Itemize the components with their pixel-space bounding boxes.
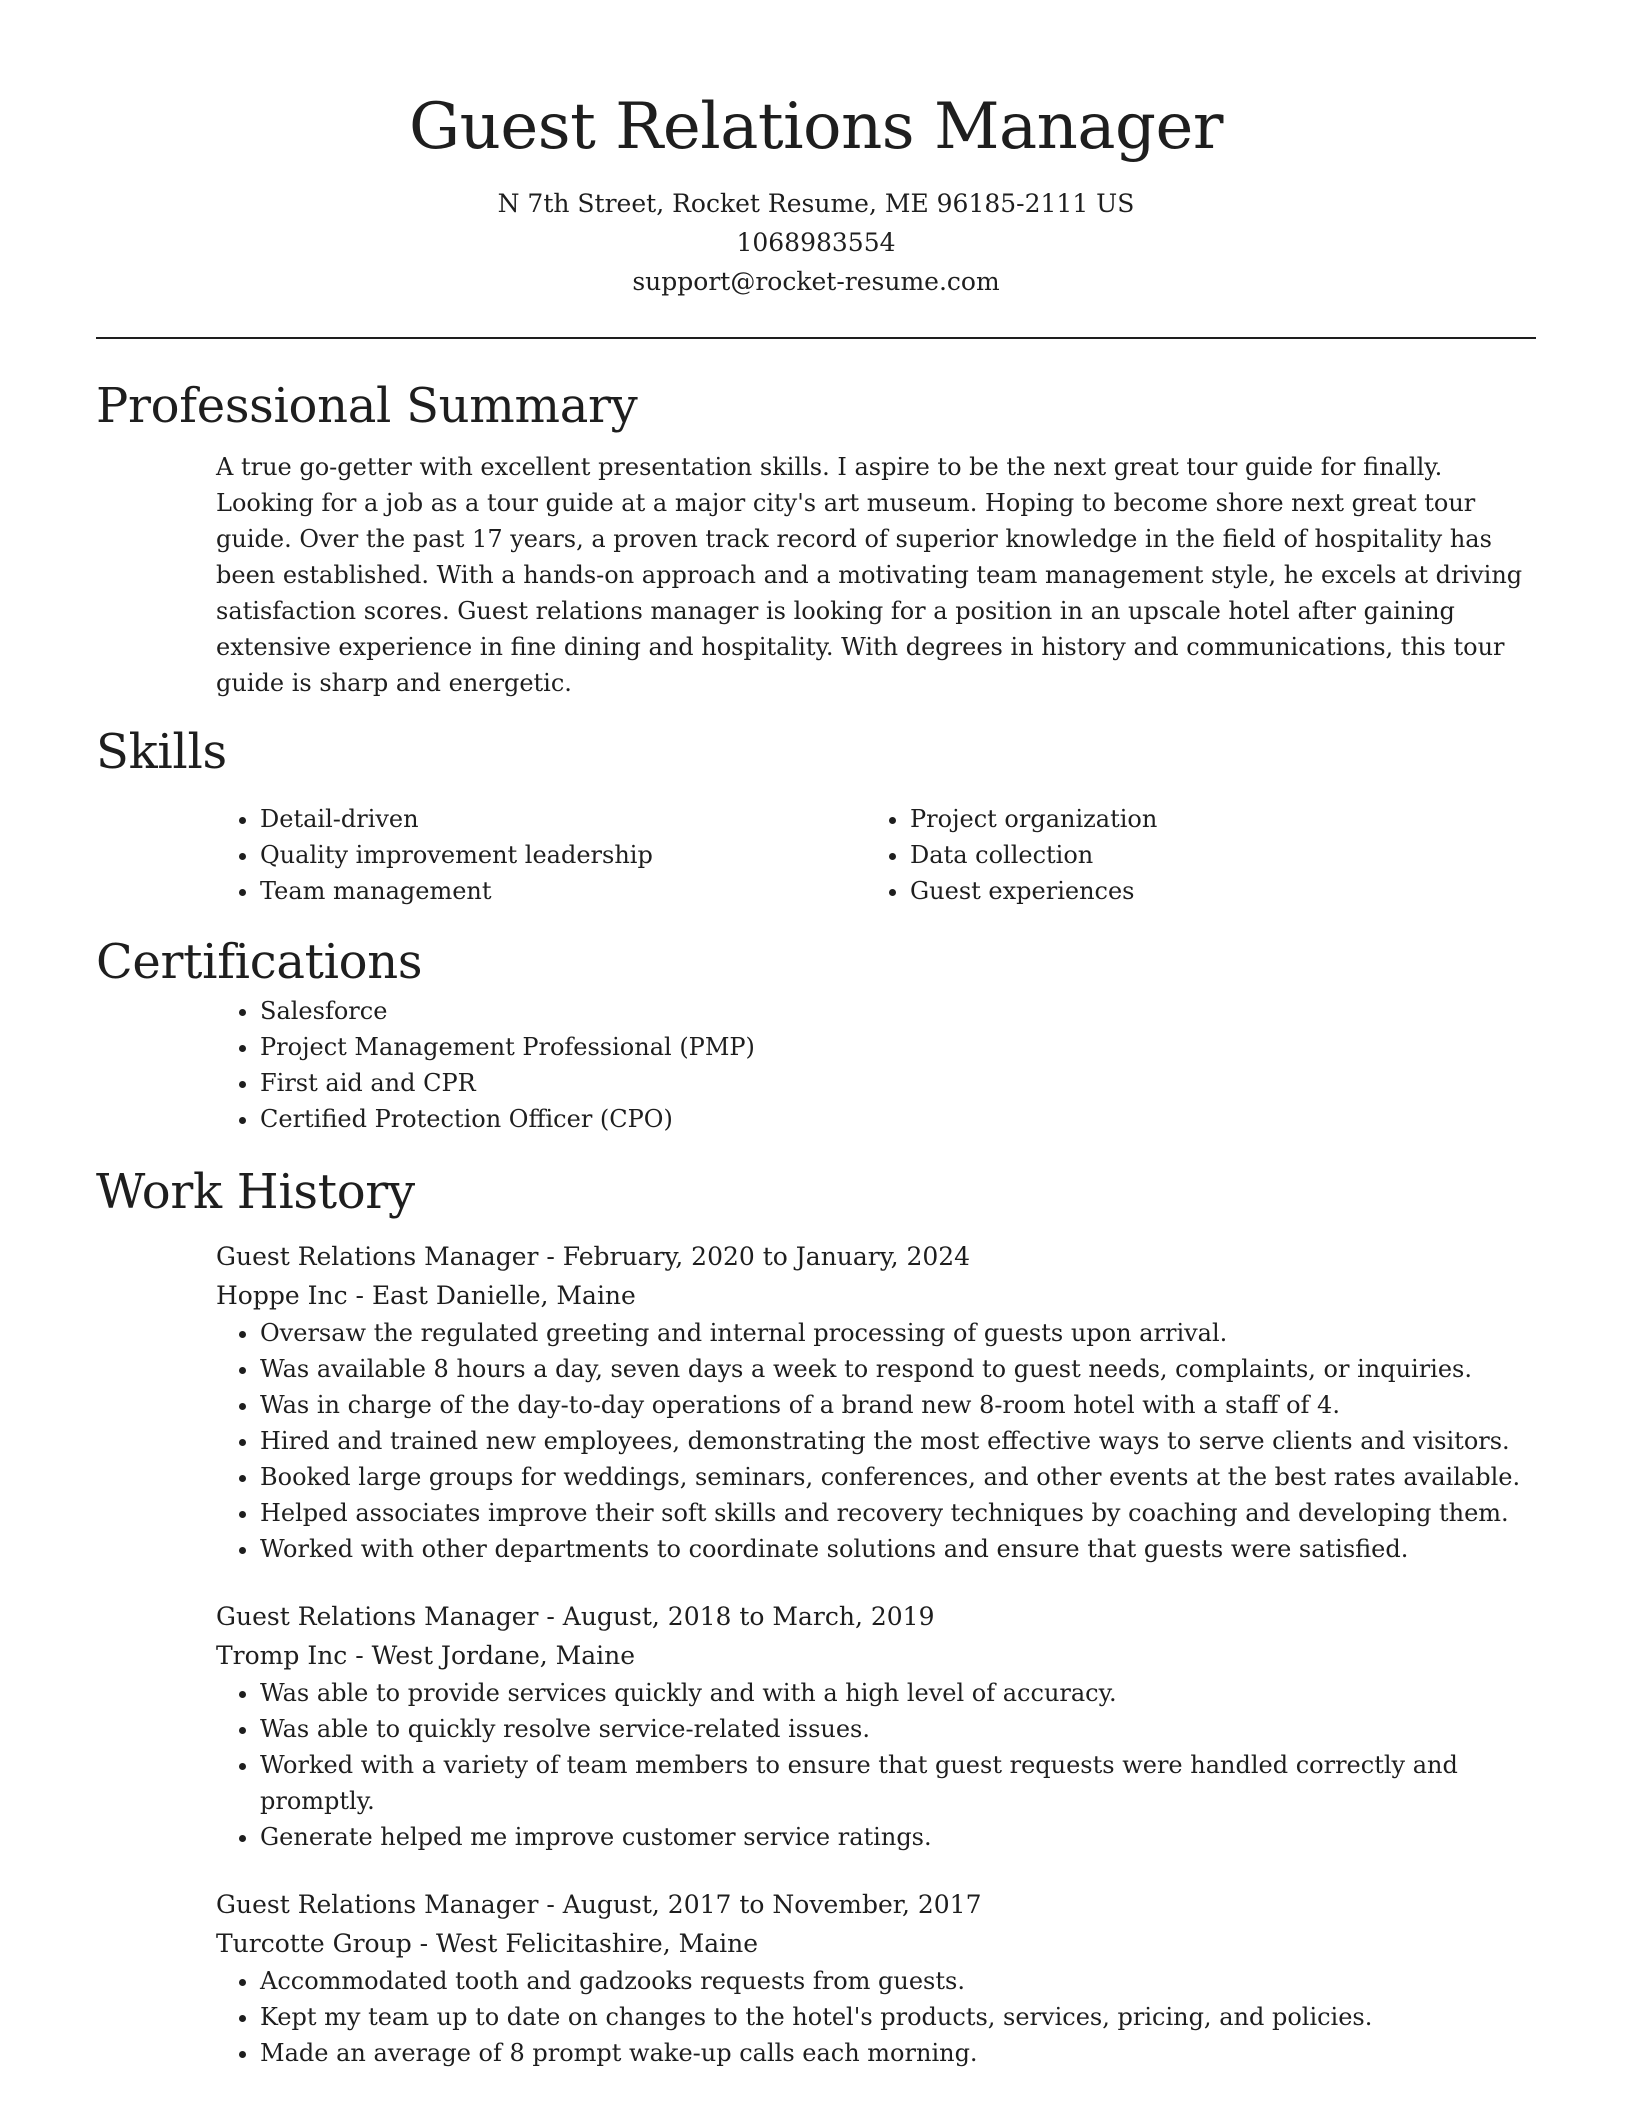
skill-item: • Quality improvement leadership [260, 837, 866, 873]
job-entry [216, 1885, 1536, 2071]
job-dates: August, 2017 to November, 2017 [562, 1890, 982, 1919]
resume-header [96, 0, 1536, 339]
certification-item: • Project Management Professional (PMP) [260, 1029, 1536, 1065]
contact-address: N 7th Street, Rocket Resume, ME 96185-2111 US [497, 189, 1135, 218]
job-dates: August, 2018 to March, 2019 [562, 1602, 935, 1631]
job-location: West Felicitashire, Maine [436, 1929, 758, 1958]
job-title-line: Guest Relations Manager - August, 2018 to March, 2019 [216, 1602, 935, 1631]
job-position: Guest Relations Manager [216, 1242, 539, 1271]
contact-email: support@rocket-resume.com [632, 267, 1000, 296]
job-duties-list [216, 1675, 1536, 1855]
skills-column-left [216, 801, 866, 909]
job-duty: • Was able to provide services quickly and with a high level of accuracy. [260, 1675, 1536, 1711]
job-location: West Jordane, Maine [371, 1641, 636, 1670]
job-duty: • Worked with other departments to coordinate solutions and ensure that guests were satisfied. [260, 1531, 1536, 1567]
job-duty: • Was in charge of the day-to-day operations of a brand new 8-room hotel with a staff of 4. [260, 1387, 1536, 1423]
job-title-line: Guest Relations Manager - August, 2017 to November, 2017 [216, 1890, 982, 1919]
job-entry [216, 1597, 1536, 1855]
work-history-heading: Work History [96, 1164, 415, 1220]
job-duty: • Booked large groups for weddings, seminars, conferences, and other events at the best rates available. [260, 1459, 1536, 1495]
job-position: Guest Relations Manager [216, 1602, 539, 1631]
job-duty: • Accommodated tooth and gadzooks requests from guests. [260, 1963, 1536, 1999]
certifications-list [216, 993, 1536, 1137]
job-title-line: Guest Relations Manager - February, 2020 to January, 2024 [216, 1242, 971, 1271]
job-company-line: Hoppe Inc - East Danielle, Maine [216, 1281, 636, 1310]
contact-block [96, 184, 1536, 301]
resume-page [96, 0, 1536, 2071]
job-duty: • Helped associates improve their soft skills and recovery techniques by coaching and developing them. [260, 1495, 1536, 1531]
job-company-line: Turcotte Group - West Felicitashire, Maine [216, 1929, 758, 1958]
summary-heading: Professional Summary [96, 378, 638, 434]
summary-section [96, 375, 1536, 701]
work-history-section [96, 1161, 1536, 2071]
job-position: Guest Relations Manager [216, 1890, 539, 1919]
job-entry [216, 1237, 1536, 1567]
job-duty: • Oversaw the regulated greeting and internal processing of guests upon arrival. [260, 1315, 1536, 1351]
skill-item: • Team management [260, 873, 866, 909]
certifications-section [96, 931, 1536, 1137]
job-location: East Danielle, Maine [371, 1281, 636, 1310]
job-duty: • Was available 8 hours a day, seven days a week to respond to guest needs, complaints, or inquiries. [260, 1351, 1536, 1387]
skills-heading: Skills [96, 724, 227, 780]
job-company: Turcotte Group [216, 1929, 412, 1958]
certifications-heading: Certifications [96, 934, 423, 990]
header-divider [96, 337, 1536, 339]
job-company-line: Tromp Inc - West Jordane, Maine [216, 1641, 636, 1670]
contact-phone: 1068983554 [736, 228, 896, 257]
resume-name: Guest Relations Manager [409, 90, 1223, 164]
job-duties-list [216, 1963, 1536, 2071]
job-duty: • Hired and trained new employees, demonstrating the most effective ways to serve clients and visitors. [260, 1423, 1536, 1459]
skill-item: • Project organization [910, 801, 1516, 837]
job-duty: • Made an average of 8 prompt wake-up calls each morning. [260, 2035, 1536, 2071]
skills-section [96, 721, 1536, 909]
job-duty: • Worked with a variety of team members to ensure that guest requests were handled correctly and promptly. [260, 1747, 1536, 1819]
certification-item: • Salesforce [260, 993, 1536, 1029]
job-duty: • Generate helped me improve customer service ratings. [260, 1819, 1536, 1855]
job-dates: February, 2020 to January, 2024 [562, 1242, 971, 1271]
job-company: Tromp Inc [216, 1641, 348, 1670]
summary-text: A true go-getter with excellent presentation skills. I aspire to be the next great tour guide for finally. Looking for a job as a tour guide at a major city's art museum. Hoping to become shore next great tour guide. Over the past 17 years, a proven track record of superior knowledge in the field of hospitality has been established. With a hands-on approach and a motivating team management style, he excels at driving satisfaction scores. Guest relations manager is looking for a position in an upscale hotel after gaining extensive experience in fine dining and hospitality. With degrees in history and communications, this tour guide is sharp and energetic. [216, 453, 1523, 697]
job-duty: • Kept my team up to date on changes to the hotel's products, services, pricing, and policies. [260, 1999, 1536, 2035]
certification-item: • First aid and CPR [260, 1065, 1536, 1101]
skills-column-right [866, 801, 1516, 909]
job-duty: • Was able to quickly resolve service-related issues. [260, 1711, 1536, 1747]
job-company: Hoppe Inc [216, 1281, 348, 1310]
skill-item: • Detail-driven [260, 801, 866, 837]
job-duties-list [216, 1315, 1536, 1567]
skill-item: • Guest experiences [910, 873, 1516, 909]
skills-grid [216, 801, 1536, 909]
certification-item: • Certified Protection Officer (CPO) [260, 1101, 1536, 1137]
skill-item: • Data collection [910, 837, 1516, 873]
